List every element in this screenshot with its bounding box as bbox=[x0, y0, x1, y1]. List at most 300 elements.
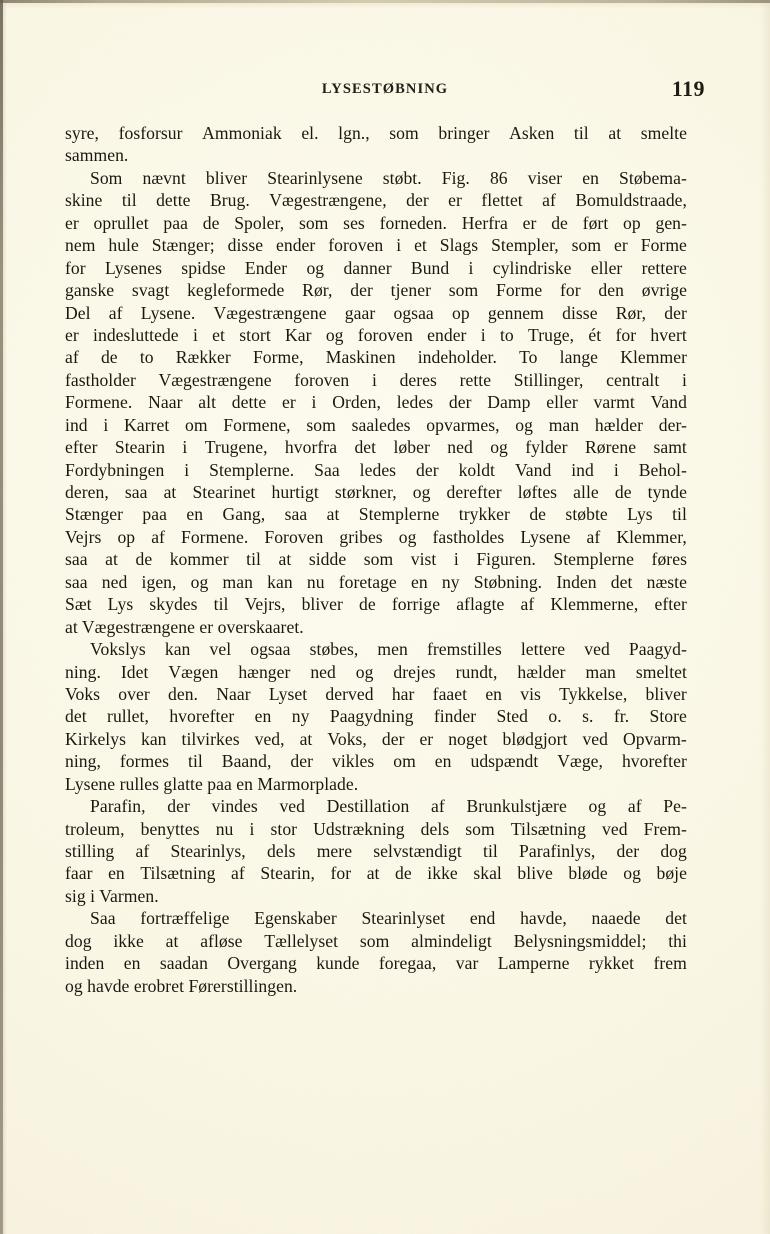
word: nu bbox=[306, 571, 325, 592]
word: Ender bbox=[244, 257, 288, 278]
text-line bbox=[65, 683, 687, 705]
word: forneden. bbox=[379, 212, 447, 233]
word: i bbox=[613, 459, 619, 480]
word: af bbox=[542, 190, 556, 211]
word: cylindriske bbox=[492, 257, 572, 278]
word: til bbox=[573, 123, 589, 143]
word: Damp bbox=[487, 392, 531, 413]
word: nævnt bbox=[142, 167, 186, 188]
word: i bbox=[468, 257, 474, 278]
word: Del bbox=[65, 302, 91, 323]
word: faar bbox=[65, 863, 93, 884]
word: af bbox=[231, 863, 245, 884]
word: eller bbox=[590, 257, 623, 278]
word: og bbox=[623, 863, 641, 884]
word: saa bbox=[65, 549, 88, 570]
word: Rør, bbox=[615, 302, 647, 323]
text-line bbox=[65, 593, 687, 615]
word: føres bbox=[651, 549, 687, 570]
word: frem bbox=[653, 953, 687, 974]
word: Støbning. bbox=[473, 571, 543, 592]
word: oprullet bbox=[93, 212, 149, 233]
word: fylder bbox=[525, 437, 568, 458]
word: vel bbox=[209, 639, 232, 660]
word: noget bbox=[448, 728, 488, 749]
word: fr. bbox=[613, 706, 630, 727]
word: fastholdes bbox=[432, 526, 505, 547]
word: Idet bbox=[120, 661, 149, 682]
word: for bbox=[559, 280, 581, 301]
word: Tilsætning bbox=[140, 863, 216, 884]
word: eller bbox=[546, 392, 578, 413]
word: til bbox=[188, 751, 203, 772]
word: men bbox=[377, 639, 408, 660]
text-line bbox=[65, 728, 687, 750]
word: Behol- bbox=[638, 459, 687, 480]
word: af bbox=[627, 796, 642, 817]
word: benyttes bbox=[140, 818, 200, 839]
word: som bbox=[363, 549, 394, 570]
word: er bbox=[522, 212, 537, 233]
word: ikke bbox=[113, 930, 144, 951]
word: Væge, bbox=[557, 751, 603, 772]
word: efter bbox=[65, 437, 98, 458]
text-line bbox=[65, 391, 687, 413]
word: Belysningsmiddel; bbox=[513, 930, 647, 951]
word: samt bbox=[653, 437, 687, 458]
word: om bbox=[393, 751, 416, 772]
word: som bbox=[359, 930, 390, 951]
word: Kar bbox=[285, 324, 312, 345]
word: havde, bbox=[520, 908, 567, 929]
word: alt bbox=[198, 392, 217, 413]
word: af bbox=[108, 302, 123, 323]
word: forrige bbox=[391, 594, 441, 615]
word: til bbox=[672, 504, 687, 525]
word: løber bbox=[393, 437, 430, 458]
text-line bbox=[65, 414, 687, 436]
word: deres bbox=[399, 369, 437, 390]
text-line bbox=[65, 571, 687, 593]
word: ind bbox=[65, 414, 88, 435]
word: Stearinlyset bbox=[361, 908, 446, 929]
word: mere bbox=[316, 841, 353, 861]
text-line bbox=[65, 661, 687, 683]
word: syre, bbox=[65, 123, 99, 143]
word: Stearinlysene bbox=[267, 167, 363, 188]
word: de bbox=[551, 212, 568, 233]
word: deren, bbox=[65, 482, 109, 502]
word: at bbox=[163, 482, 177, 502]
word: derefter bbox=[446, 482, 502, 502]
word: Store bbox=[649, 706, 687, 727]
word: er bbox=[65, 324, 79, 345]
word: aflagte bbox=[456, 594, 505, 615]
running-title: LYSESTØBNING bbox=[321, 81, 449, 97]
word: i bbox=[192, 324, 198, 345]
word: rullet, bbox=[107, 706, 149, 727]
word: ledes bbox=[359, 459, 397, 480]
word: Sted bbox=[496, 706, 529, 727]
text-line bbox=[65, 750, 687, 772]
word: o. bbox=[548, 706, 562, 727]
word: Forme bbox=[640, 235, 687, 256]
word: Gang, bbox=[222, 504, 266, 525]
word: rykket bbox=[588, 953, 635, 974]
word: næste bbox=[646, 571, 687, 592]
word: i bbox=[182, 437, 188, 458]
word: der bbox=[616, 841, 640, 861]
word: tjener bbox=[390, 280, 431, 301]
word: hvorefter bbox=[169, 706, 235, 727]
word: Naar bbox=[148, 392, 183, 413]
text-line bbox=[65, 548, 687, 570]
word: har bbox=[391, 683, 415, 704]
word: ved bbox=[582, 728, 609, 749]
word: ses bbox=[343, 212, 365, 233]
word: ned bbox=[447, 437, 473, 458]
word: foretage bbox=[338, 571, 397, 592]
word: Udstrækning bbox=[313, 818, 405, 839]
word: kan bbox=[267, 571, 293, 592]
word: i bbox=[480, 324, 486, 345]
text-line bbox=[65, 952, 687, 974]
word: som bbox=[571, 235, 602, 256]
word: varmt bbox=[593, 392, 635, 413]
word: Lys bbox=[627, 504, 653, 525]
text-line bbox=[65, 705, 687, 727]
word: og bbox=[306, 257, 325, 278]
word: ganske bbox=[65, 280, 115, 301]
word: hvorfra bbox=[284, 437, 338, 458]
word: er bbox=[448, 190, 462, 211]
word: og bbox=[325, 324, 344, 345]
word: i bbox=[453, 549, 459, 570]
word: Støbema- bbox=[619, 167, 687, 188]
word: tilvirkes bbox=[181, 728, 240, 749]
word: som bbox=[465, 818, 495, 839]
text-line bbox=[90, 167, 687, 189]
word: skydes bbox=[149, 594, 198, 615]
word: Rørene bbox=[584, 437, 637, 458]
word: Formene. bbox=[65, 392, 133, 413]
word: Som bbox=[90, 167, 123, 188]
word: Brug. bbox=[209, 190, 250, 211]
word: selvstændigt bbox=[373, 841, 462, 861]
word: alle bbox=[573, 482, 599, 502]
text-line: og havde erobret Førerstillingen. bbox=[65, 975, 298, 996]
text-line bbox=[65, 346, 687, 368]
word: smelte bbox=[640, 123, 687, 143]
word: stilling bbox=[65, 841, 115, 861]
word: Opvarm- bbox=[622, 728, 687, 749]
word: ét bbox=[588, 324, 602, 345]
word: fosforsur bbox=[118, 123, 183, 143]
text-line bbox=[65, 526, 687, 548]
word: en bbox=[254, 706, 272, 727]
word: skine bbox=[65, 190, 103, 211]
word: Stemplerne bbox=[358, 504, 440, 525]
word: Lysenes bbox=[104, 257, 162, 278]
word: Stearin bbox=[114, 437, 166, 458]
word: Frem- bbox=[643, 818, 687, 839]
word: thi bbox=[668, 930, 687, 951]
word: ved bbox=[279, 796, 306, 817]
word: Spoler, bbox=[234, 212, 285, 233]
word: de bbox=[395, 863, 412, 884]
word: man bbox=[548, 414, 580, 435]
word: dette bbox=[156, 190, 191, 211]
word: Lysene bbox=[520, 526, 571, 547]
word: Stillinger, bbox=[513, 369, 584, 390]
word: i bbox=[396, 235, 402, 256]
word: indesluttede bbox=[93, 324, 179, 345]
word: nu bbox=[215, 818, 234, 839]
word: bliver bbox=[645, 683, 687, 704]
word: man bbox=[222, 571, 253, 592]
word: størkner, bbox=[334, 482, 397, 502]
word: Lamperne bbox=[497, 953, 570, 974]
word: saa bbox=[65, 571, 88, 592]
word: i bbox=[184, 459, 190, 480]
word: foregaa, bbox=[378, 953, 437, 974]
word: Lys bbox=[107, 594, 134, 615]
word: Stearin, bbox=[260, 863, 315, 884]
word: fortræffelige bbox=[140, 908, 230, 929]
word: Lysene. bbox=[140, 302, 196, 323]
word: i bbox=[311, 392, 317, 413]
word: i bbox=[681, 369, 687, 390]
word: Brunkulstjære bbox=[466, 796, 567, 817]
word: støbte bbox=[565, 504, 608, 525]
word: bringer bbox=[438, 123, 490, 143]
text-line bbox=[90, 638, 687, 660]
word: Vejrs bbox=[65, 526, 102, 547]
word: saa bbox=[284, 504, 308, 525]
word: blødgjort bbox=[502, 728, 568, 749]
word: bløde bbox=[568, 863, 608, 884]
scan-edge-top bbox=[0, 0, 770, 3]
word: fastholder bbox=[65, 369, 136, 390]
word: lgn., bbox=[338, 123, 370, 143]
page-number: 119 bbox=[671, 76, 705, 101]
word: de bbox=[359, 594, 376, 615]
word: Fig. bbox=[441, 167, 470, 188]
word: Orden, bbox=[332, 392, 381, 413]
word: den bbox=[598, 280, 624, 301]
word: stort bbox=[239, 324, 271, 345]
word: viser bbox=[527, 167, 563, 188]
word: centralt bbox=[606, 369, 660, 390]
word: stor bbox=[270, 818, 298, 839]
word: vindes bbox=[211, 796, 258, 817]
word: Klemmerne, bbox=[550, 594, 639, 615]
word: den. bbox=[167, 683, 198, 704]
word: op bbox=[117, 526, 136, 547]
word: op bbox=[623, 212, 641, 233]
word: som bbox=[448, 280, 479, 301]
word: en bbox=[582, 167, 599, 188]
word: ned bbox=[101, 571, 128, 592]
text-line bbox=[65, 930, 687, 952]
word: Vejrs, bbox=[244, 594, 286, 615]
word: Karret bbox=[124, 414, 170, 435]
word: de bbox=[614, 482, 632, 502]
word: Klemmer, bbox=[616, 526, 687, 547]
body-text-block bbox=[65, 122, 687, 997]
word: ført bbox=[582, 212, 609, 233]
word: foroven bbox=[357, 324, 413, 345]
word: Formene. bbox=[181, 526, 249, 547]
word: som bbox=[389, 123, 419, 143]
word: og bbox=[490, 437, 508, 458]
word: hælder bbox=[594, 414, 644, 435]
word: nem bbox=[65, 235, 96, 256]
word: spidse bbox=[181, 257, 226, 278]
word: og bbox=[398, 526, 417, 547]
word: foroven bbox=[328, 235, 384, 256]
word: ny bbox=[291, 706, 310, 727]
word: og bbox=[355, 661, 374, 682]
word: om bbox=[184, 414, 208, 435]
word: Vægestrængene bbox=[213, 302, 327, 323]
word: to bbox=[499, 324, 514, 345]
word: danner bbox=[343, 257, 392, 278]
word: vist bbox=[410, 549, 437, 570]
word: der bbox=[416, 459, 439, 480]
word: for bbox=[65, 257, 86, 278]
word: Asken bbox=[509, 123, 555, 143]
word: hælder bbox=[517, 661, 566, 682]
word: i bbox=[371, 369, 377, 390]
word: op bbox=[452, 302, 470, 323]
word: der bbox=[290, 751, 314, 772]
word: som bbox=[298, 212, 329, 233]
word: at bbox=[299, 728, 313, 749]
word: der bbox=[448, 392, 472, 413]
word: Tilsætning bbox=[510, 818, 586, 839]
word: hvorefter bbox=[621, 751, 687, 772]
text-line bbox=[65, 503, 687, 525]
word: Figuren. bbox=[476, 549, 536, 570]
word: af bbox=[151, 526, 165, 547]
word: er bbox=[282, 392, 296, 413]
word: Trugene, bbox=[204, 437, 268, 458]
word: ogsaa bbox=[250, 639, 291, 660]
word: til bbox=[213, 594, 229, 615]
word: Stænger bbox=[65, 504, 124, 525]
word: tynde bbox=[647, 482, 687, 502]
word: ender bbox=[275, 235, 316, 256]
word: støbes, bbox=[309, 639, 359, 660]
word: ledes bbox=[396, 392, 434, 413]
word: ikke bbox=[427, 863, 458, 884]
word: at bbox=[165, 930, 179, 951]
word: at bbox=[366, 863, 380, 884]
word: Stænger; bbox=[151, 235, 215, 256]
word: hænger bbox=[238, 661, 291, 682]
word: dette bbox=[231, 392, 267, 413]
text-line: sig i Varmen. bbox=[65, 885, 159, 906]
word: ved, bbox=[254, 728, 285, 749]
word: det bbox=[65, 706, 87, 727]
word: ved bbox=[602, 818, 628, 839]
text-line: sammen. bbox=[65, 145, 129, 166]
text-line bbox=[65, 818, 687, 840]
word: Saa bbox=[314, 459, 340, 480]
word: lange bbox=[559, 347, 599, 368]
word: der bbox=[350, 280, 373, 301]
word: Slags bbox=[439, 235, 479, 256]
word: Stearinet bbox=[192, 482, 256, 502]
word: kommer bbox=[169, 549, 229, 570]
word: Formene, bbox=[223, 414, 291, 435]
word: at bbox=[278, 549, 292, 570]
word: udspændt bbox=[470, 751, 539, 772]
word: af bbox=[431, 796, 445, 817]
word: ned bbox=[310, 661, 336, 682]
word: drejes bbox=[393, 661, 436, 682]
word: støbt. bbox=[382, 167, 422, 188]
text-line bbox=[65, 257, 687, 279]
word: s. bbox=[582, 706, 594, 727]
word: det bbox=[665, 908, 687, 929]
word: Rækker bbox=[175, 347, 231, 368]
word: det bbox=[610, 571, 633, 592]
word: Vand bbox=[650, 392, 687, 413]
text-line bbox=[65, 436, 687, 458]
word: Vægestrængene bbox=[158, 369, 272, 390]
word: derved bbox=[325, 683, 374, 704]
word: Parafinlys, bbox=[519, 841, 596, 861]
word: Destillation bbox=[326, 796, 410, 817]
word: er bbox=[614, 235, 628, 256]
word: gribes bbox=[339, 526, 383, 547]
word: Foroven bbox=[264, 526, 324, 547]
text-line bbox=[65, 122, 687, 144]
word: smeltet bbox=[635, 661, 687, 682]
word: Saa bbox=[90, 908, 116, 929]
word: gen- bbox=[655, 212, 687, 233]
word: de bbox=[529, 504, 547, 525]
word: der bbox=[664, 302, 687, 323]
word: løftes bbox=[517, 482, 558, 502]
word: et bbox=[212, 324, 225, 345]
text-line bbox=[65, 302, 687, 324]
word: Stemplerne bbox=[553, 549, 635, 570]
word: inden bbox=[65, 953, 105, 974]
word: af bbox=[520, 594, 535, 615]
word: indeholder. bbox=[417, 347, 497, 368]
word: en bbox=[186, 504, 204, 525]
word: Inden bbox=[556, 571, 597, 592]
word: Truge, bbox=[528, 324, 575, 345]
word: hule bbox=[108, 235, 139, 256]
word: sidde bbox=[308, 549, 347, 570]
word: kunde bbox=[316, 953, 360, 974]
word: troleum, bbox=[65, 818, 125, 839]
word: for bbox=[330, 863, 352, 884]
word: Overgang bbox=[227, 953, 297, 974]
text-line bbox=[90, 907, 687, 929]
word: ind bbox=[571, 459, 594, 480]
word: Forme, bbox=[252, 347, 304, 368]
word: kan bbox=[164, 639, 191, 660]
word: saaledes bbox=[351, 414, 411, 435]
word: bliver bbox=[205, 167, 248, 188]
text-line bbox=[90, 795, 687, 817]
word: bliver bbox=[301, 594, 343, 615]
